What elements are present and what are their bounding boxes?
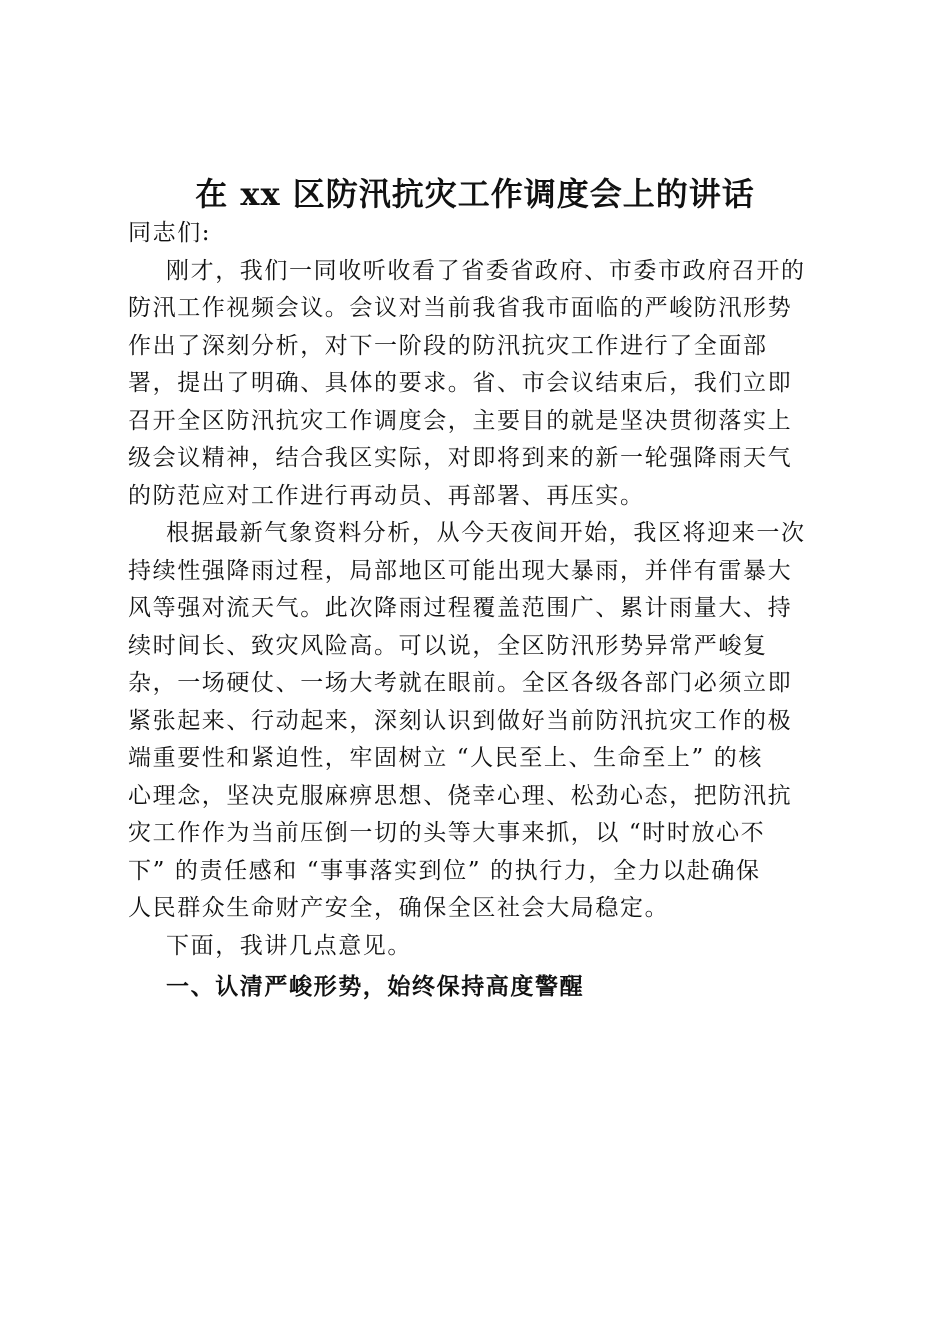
- paragraph-lines: [128, 253, 828, 966]
- salutation: 同志们:: [128, 220, 212, 246]
- body-line: 署，提出了明确、具体的要求。省、市会议结束后，我们立即: [128, 370, 793, 396]
- body-line: 级会议精神，结合我区实际，对即将到来的新一轮强降雨天气: [128, 445, 793, 471]
- body-line: 召开全区防汛抗灾工作调度会，主要目的就是坚决贯彻落实上: [128, 407, 793, 434]
- body-line: 杂，一场硬仗、一场大考就在眼前。全区各级各部门必须立即: [128, 670, 793, 696]
- body-line: 心理念，坚决克服麻痹思想、侥幸心理、松劲心态，把防汛抗: [128, 782, 793, 809]
- body-line: 防汛工作视频会议。会议对当前我省我市面临的严峻防汛形势: [128, 295, 793, 321]
- body-line: 灾工作作为当前压倒一切的头等大事来抓，以 “时时放心不: [128, 820, 766, 846]
- document-title: 在 xx 区防汛抗灾工作调度会上的讲话: [195, 175, 755, 213]
- body-line: 下面，我讲几点意见。: [166, 932, 412, 959]
- document-body: [128, 215, 828, 1006]
- body-line: 下” 的责任感和 “事事落实到位” 的执行力，全力以赴确保: [128, 857, 761, 884]
- body-line: 根据最新气象资料分析，从今天夜间开始，我区将迎来一次: [166, 520, 806, 546]
- body-line: 端重要性和紧迫性，牢固树立 “人民至上、生命至上” 的核: [128, 745, 763, 771]
- body-line: 持续性强降雨过程，局部地区可能出现大暴雨，并伴有雷暴大: [128, 557, 793, 584]
- section-heading: 一、认清严峻形势，始终保持高度警醒: [166, 973, 585, 1000]
- body-line: 刚才，我们一同收听收看了省委省政府、市委市政府召开的: [166, 257, 806, 284]
- body-line: 人民群众生命财产安全，确保全区社会大局稳定。: [128, 895, 670, 921]
- body-line: 的防范应对工作进行再动员、再部署、再压实。: [128, 482, 645, 509]
- body-line: 风等强对流天气。此次降雨过程覆盖范围广、累计雨量大、持: [128, 595, 793, 621]
- body-line: 作出了深刻分析，对下一阶段的防汛抗灾工作进行了全面部: [128, 332, 768, 359]
- body-line: 续时间长、致灾风险高。可以说，全区防汛形势异常严峻复: [128, 632, 768, 659]
- body-line: 紧张起来、行动起来，深刻认识到做好当前防汛抗灾工作的极: [128, 707, 793, 734]
